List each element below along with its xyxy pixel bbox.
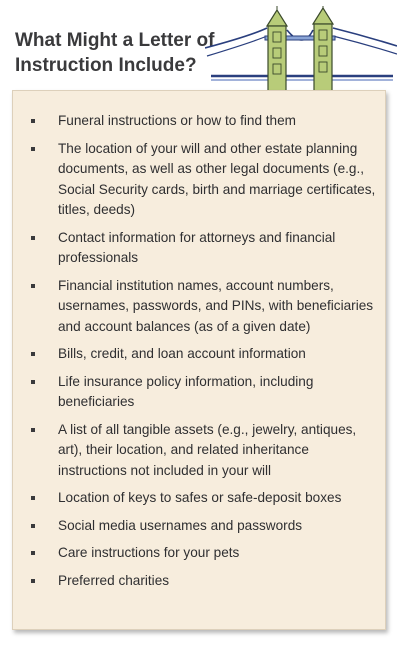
list-item-text: Social media usernames and passwords	[58, 517, 303, 533]
list-item-text: Contact information for attorneys and financial professionals	[58, 229, 336, 265]
list-item	[13, 228, 385, 269]
bullet	[31, 236, 35, 240]
list-item-text: The location of your will and other estate planning documents, as well as other legal documents (e.g., Social Security cards, birth and marriage certificates, titles, deeds)	[58, 140, 376, 217]
list-item	[13, 543, 385, 564]
list-item-text: Preferred charities	[58, 572, 170, 588]
list-item	[13, 372, 385, 413]
bullet	[31, 551, 35, 555]
bullet	[31, 352, 35, 356]
list-item	[13, 516, 385, 537]
list-item-text: Financial institution names, account numbers, usernames, passwords, and PINs, with beneficiaries and account balances (as of a given date)	[58, 277, 374, 334]
title-line-1: What Might a Letter of	[15, 30, 215, 51]
bullet	[31, 579, 35, 583]
bullet	[31, 119, 35, 123]
list-item-text: Care instructions for your pets	[58, 545, 240, 560]
list-item	[13, 571, 385, 592]
list-item	[13, 420, 385, 482]
bridge-icon	[205, 6, 397, 102]
bullet	[31, 496, 35, 500]
checklist-panel	[12, 90, 386, 630]
list-item-text: Life insurance policy information, including beneficiaries	[58, 373, 314, 409]
list-item	[13, 488, 385, 509]
instruction-list	[13, 111, 385, 598]
bullet	[31, 284, 35, 288]
list-item-text: Bills, credit, and loan account information	[58, 346, 306, 361]
list-item-text: Funeral instructions or how to find them	[58, 113, 297, 128]
list-item-text: A list of all tangible assets (e.g., jewelry, antiques, art), their location, and related inheritance instructions not included in your will	[58, 421, 357, 478]
list-item-text: Location of keys to safes or safe-deposit boxes	[58, 490, 342, 505]
bullet	[31, 380, 35, 384]
bullet	[31, 147, 35, 151]
list-item	[13, 276, 385, 338]
bullet	[31, 524, 35, 528]
list-item	[13, 139, 385, 221]
bullet	[31, 428, 35, 432]
list-item	[13, 344, 385, 365]
list-item	[13, 111, 385, 132]
title-line-2: Instruction Include?	[15, 55, 197, 76]
